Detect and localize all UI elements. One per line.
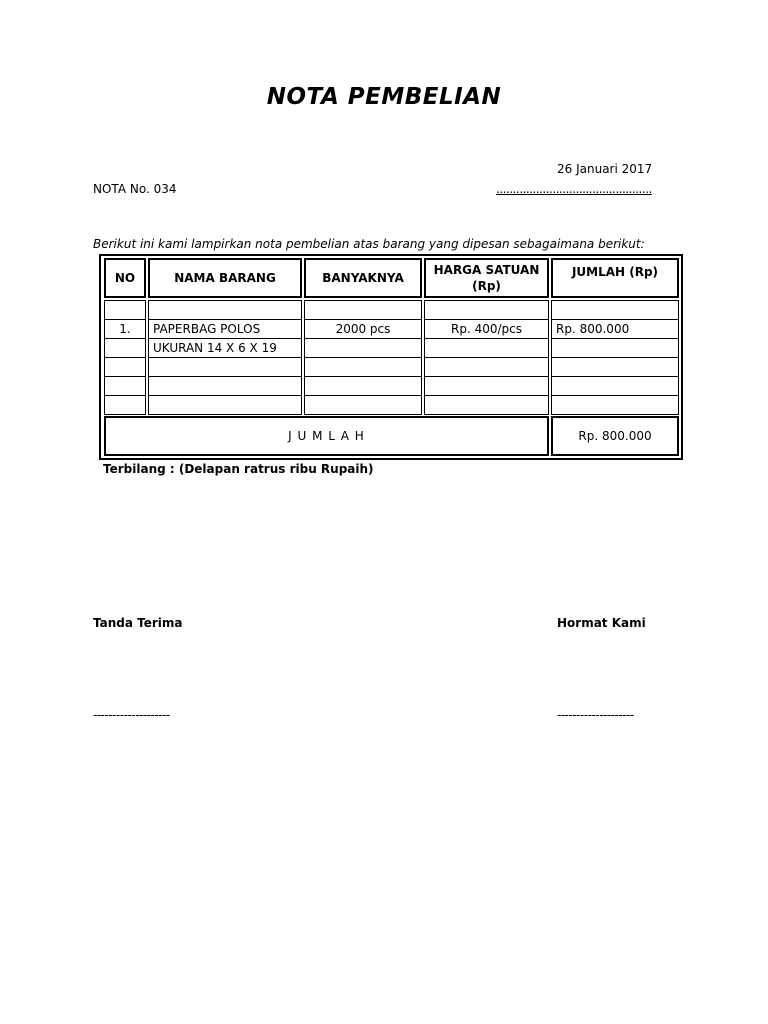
cell-nama — [148, 300, 302, 320]
cell-jumlah — [551, 300, 679, 320]
cell-jumlah — [551, 357, 679, 377]
tanda-terima-label: Tanda Terima — [93, 616, 183, 630]
header-jumlah: JUMLAH (Rp) — [551, 258, 679, 298]
cell-no — [104, 376, 146, 396]
total-label: J U M L A H — [104, 416, 549, 456]
document-date: 26 Januari 2017 — [557, 162, 653, 176]
header-banyaknya: BANYAKNYA — [304, 258, 422, 298]
signature-line-receiver: -------------------- — [93, 708, 170, 722]
cell-no — [104, 338, 146, 358]
cell-jumlah: Rp. 800.000 — [551, 319, 679, 339]
signature-line-sender: -------------------- — [557, 708, 634, 722]
hormat-kami-label: Hormat Kami — [557, 616, 646, 630]
cell-banyak — [304, 376, 422, 396]
cell-banyak — [304, 300, 422, 320]
cell-no — [104, 357, 146, 377]
header-nama-barang: NAMA BARANG — [148, 258, 302, 298]
cell-nama: UKURAN 14 X 6 X 19 — [148, 338, 302, 358]
cell-harga — [424, 300, 549, 320]
intro-text: Berikut ini kami lampirkan nota pembelian atas barang yang dipesan sebagaimana berikut: — [93, 237, 645, 251]
cell-nama: PAPERBAG POLOS — [148, 319, 302, 339]
cell-harga — [424, 395, 549, 415]
cell-jumlah — [551, 376, 679, 396]
cell-jumlah — [551, 395, 679, 415]
cell-jumlah — [551, 338, 679, 358]
header-harga-line2: (Rp) — [472, 279, 501, 293]
cell-banyak: 2000 pcs — [304, 319, 422, 339]
cell-no: 1. — [104, 319, 146, 339]
cell-no — [104, 395, 146, 415]
terbilang-text: Terbilang : (Delapan ratrus ribu Rupaih) — [103, 462, 374, 476]
cell-banyak — [304, 395, 422, 415]
document-title: NOTA PEMBELIAN — [266, 84, 502, 110]
cell-harga — [424, 338, 549, 358]
total-value: Rp. 800.000 — [551, 416, 679, 456]
cell-banyak — [304, 338, 422, 358]
nota-number: NOTA No. 034 — [93, 182, 177, 196]
dotted-line: ............................................... — [496, 182, 652, 196]
cell-harga — [424, 376, 549, 396]
header-no: NO — [104, 258, 146, 298]
cell-no — [104, 300, 146, 320]
header-harga-line1: HARGA SATUAN — [433, 263, 540, 277]
cell-harga — [424, 357, 549, 377]
cell-harga: Rp. 400/pcs — [424, 319, 549, 339]
cell-banyak — [304, 357, 422, 377]
cell-nama — [148, 357, 302, 377]
header-harga-satuan — [424, 258, 549, 298]
cell-nama — [148, 395, 302, 415]
cell-nama — [148, 376, 302, 396]
